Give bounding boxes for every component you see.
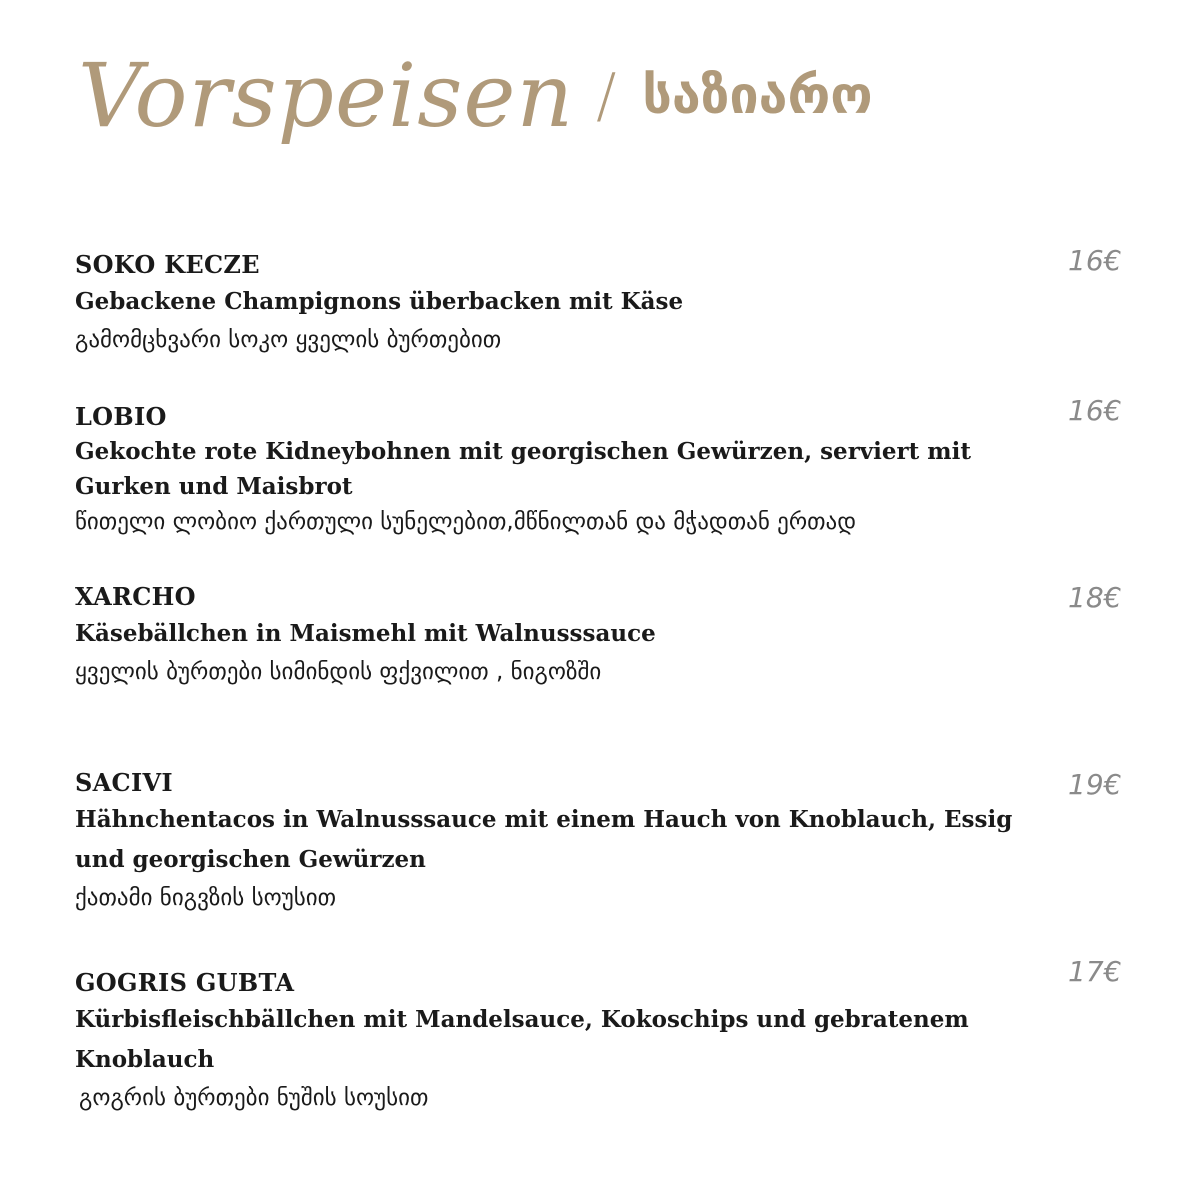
dish-description-ka: გოგრის ბურთები ნუშის სოუსით bbox=[79, 1085, 429, 1111]
dish-description-de: Kürbisfleischbällchen mit Mandelsauce, Kokoschips und gebratenem Knoblauch bbox=[75, 1006, 969, 1073]
dish-name: LOBIO bbox=[75, 402, 167, 431]
dish-description-ka: ყველის ბურთები სიმინდის ფქვილით , ნიგოზში bbox=[75, 659, 602, 685]
dish-item bbox=[75, 248, 1035, 358]
dish-item bbox=[75, 766, 1035, 916]
dish-description-ka: ქათამი ნიგვზის სოუსით bbox=[75, 885, 337, 911]
title-latin: Vorspeisen bbox=[78, 44, 575, 147]
dish-name: SACIVI bbox=[75, 768, 173, 797]
dish-price: 17€ bbox=[1068, 955, 1122, 988]
dish-price: 16€ bbox=[1068, 244, 1122, 277]
dish-name: GOGRIS GUBTA bbox=[75, 968, 295, 997]
dish-description-ka: წითელი ლობიო ქართული სუნელებით,მწნილთან და მჭადთან ერთად bbox=[75, 509, 857, 535]
dish-name: XARCHO bbox=[75, 582, 196, 611]
dish-price: 19€ bbox=[1068, 768, 1122, 801]
dish-item bbox=[75, 580, 1035, 690]
section-title bbox=[78, 44, 873, 147]
dish-price: 16€ bbox=[1068, 394, 1122, 427]
dish-description-de: Gebackene Champignons überbacken mit Käse bbox=[75, 288, 684, 315]
dish-description-de: Käsebällchen in Maismehl mit Walnusssauce bbox=[75, 620, 656, 647]
dish-description-ka: გამომცხვარი სოკო ყველის ბურთებით bbox=[75, 327, 502, 353]
title-separator: / bbox=[596, 61, 617, 131]
dish-item bbox=[75, 966, 1035, 1116]
title-georgian: საზიარო bbox=[642, 66, 873, 126]
dish-description-de: Hähnchentacos in Walnusssauce mit einem Hauch von Knoblauch, Essig und georgischen Gewürzen bbox=[75, 806, 1013, 873]
dish-name: SOKO KECZE bbox=[75, 250, 260, 279]
dish-item bbox=[75, 400, 1035, 540]
dish-price: 18€ bbox=[1068, 581, 1122, 614]
dish-description-de: Gekochte rote Kidneybohnen mit georgischen Gewürzen, serviert mit Gurken und Maisbrot bbox=[75, 438, 971, 500]
